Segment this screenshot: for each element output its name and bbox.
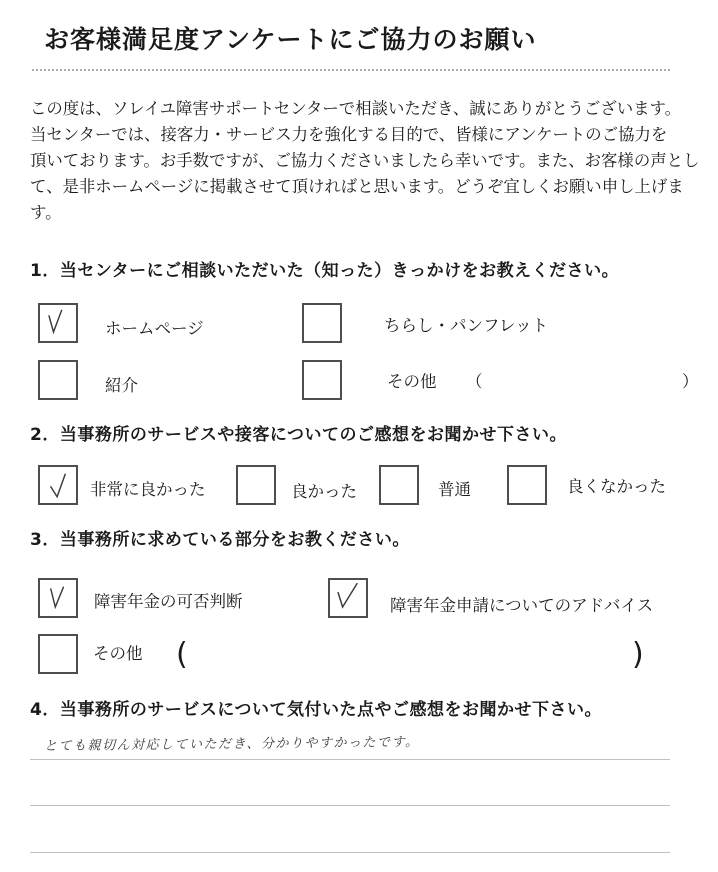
title-divider <box>32 69 670 71</box>
option-not-good-label: 良くなかった <box>567 477 666 496</box>
checkbox-not-good[interactable] <box>507 465 547 505</box>
paren-close-2: ) <box>632 637 644 672</box>
option-very-good-label: 非常に良かった <box>90 480 206 499</box>
checkbox-homepage[interactable] <box>38 303 78 343</box>
question-4-label: 4．当事務所のサービスについて気付いた点やご感想をお聞かせ下さい。 <box>30 700 602 720</box>
intro-line: 頂いております。お手数ですが、ご協力くださいましたら幸いです。また、お客様の声とし <box>30 151 700 170</box>
checkbox-average[interactable] <box>379 465 419 505</box>
checkbox-other-2[interactable] <box>38 634 78 674</box>
paren-close: ） <box>682 372 699 391</box>
option-good-label: 良かった <box>291 482 357 501</box>
check-mark-icon <box>40 467 76 503</box>
question-3-label: 3．当事務所に求めている部分をお教ください。 <box>30 530 410 550</box>
answer-line <box>30 852 670 853</box>
check-mark-icon <box>330 580 366 616</box>
intro-line: す。 <box>30 203 62 222</box>
intro-line: この度は、ソレイユ障害サポートセンターで相談いただき、誠にありがとうございます。 <box>30 99 682 118</box>
answer-line <box>30 805 670 806</box>
option-other-2-label: その他 <box>93 644 143 663</box>
checkbox-application-advice[interactable] <box>328 578 368 618</box>
option-eligibility-label: 障害年金の可否判断 <box>94 592 243 611</box>
checkbox-eligibility[interactable] <box>38 578 78 618</box>
option-flyer-label: ちらし・パンフレット <box>384 316 549 335</box>
checkbox-other[interactable] <box>302 360 342 400</box>
check-mark-icon <box>40 580 76 616</box>
checkbox-good[interactable] <box>236 465 276 505</box>
paren-open-2: ( <box>176 637 188 672</box>
checkbox-very-good[interactable] <box>38 465 78 505</box>
intro-line: 当センターでは、接客力・サービス力を強化する目的で、皆様にアンケートのご協力を <box>30 125 668 144</box>
checkbox-flyer[interactable] <box>302 303 342 343</box>
paren-open: （ <box>466 372 483 391</box>
option-application-advice-label: 障害年金申請についてのアドバイス <box>390 596 654 615</box>
option-other-label: その他 <box>387 372 437 391</box>
option-average-label: 普通 <box>438 480 471 499</box>
page-title: お客様満足度アンケートにご協力のお願い <box>44 25 537 54</box>
answer-line <box>30 759 670 760</box>
question-2-label: 2．当事務所のサービスや接客についてのご感想をお聞かせ下さい。 <box>30 425 567 445</box>
option-referral-label: 紹介 <box>105 376 138 395</box>
handwritten-answer[interactable]: とても親切ん対応していただき、分かりやすかったです。 <box>43 735 420 754</box>
intro-line: て、是非ホームページに掲載させて頂ければと思います。どうぞ宜しくお願い申し上げま <box>30 177 684 196</box>
checkbox-referral[interactable] <box>38 360 78 400</box>
check-mark-icon <box>40 305 76 341</box>
intro-text <box>30 96 700 226</box>
option-homepage-label: ホームページ <box>105 319 204 338</box>
question-1-label: 1．当センターにご相談いただいた（知った）きっかけをお教えください。 <box>30 261 620 281</box>
